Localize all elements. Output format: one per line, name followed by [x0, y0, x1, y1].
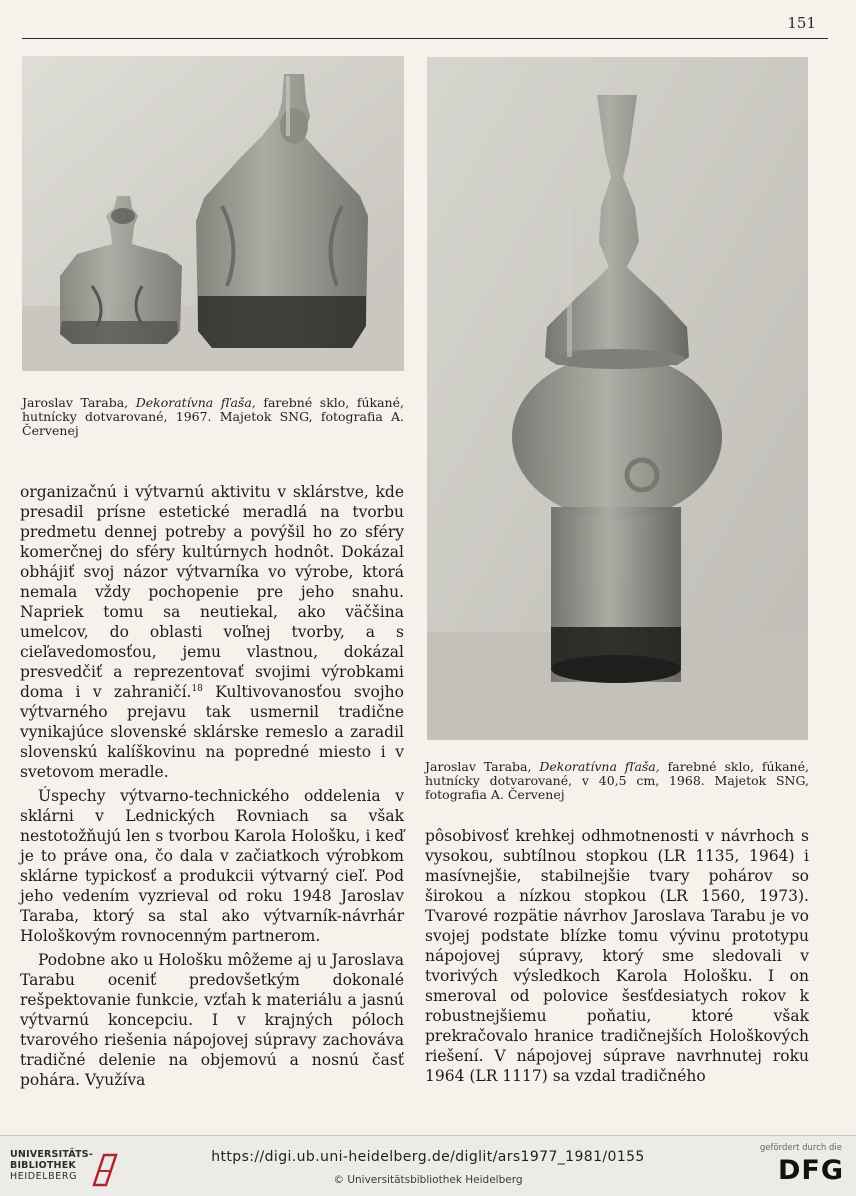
copyright-label: © Universitätsbibliothek Heidelberg: [333, 1174, 523, 1186]
footnote-ref[interactable]: 18: [191, 683, 203, 694]
copyright-text: [0, 1174, 856, 1186]
caption-title: Dekoratívna fľaša,: [539, 759, 660, 774]
paragraph: [20, 482, 404, 782]
photo-tall-bottle: [427, 57, 808, 740]
paragraph: pôsobivosť krehkej odhmotnenosti v návrhoch s vysokou, subtílnou stopkou (LR 1135, 1964) i masívnejšie, stabilnejšie tvary pohárov so širokou a nízkou stopkou (LR 1560, 1973). Tvarové rozpätie návrhov Jaroslava Tarabu je vo svojej podstate blízke tomu vývinu prototypu nápojovej súpravy, ktorý sme sledovali v tvorivých výsledkoch Karola Hološku. I on smeroval od polovice šesťdesiatych rokov k robustnejšiemu poňatiu, ktoré však prekračovalo hranice tradičnejších Hološkových riešení. V nápojovej súprave navrhnutej roku 1964 (LR 1117) sa vzdal tradičného: [425, 827, 809, 1085]
sponsor-label: gefördert durch die: [759, 1143, 842, 1153]
caption-details: farebné sklo, fúkané, hutnícky dotvarované, 1967. Majetok SNG, fotografia A. Červenej: [22, 395, 404, 438]
paragraph-text: organizačnú i výtvarnú aktivitu v sklárstve, kde presadil prísne estetické meradlá na tvorbu predmetu dennej potreby a povýšil ho zo sféry komerčnej do sféry kultúrnych hodnôt. Dokázal obhájiť svoj názor výtvarníka vo výrobe, ktorá nemala vždy pochopenie pre jeho snahu. Napriek tomu sa neutiekal, ako väčšina umelcov, do oblasti voľnej tvorby, a s cieľavedomosťou, jemu vlastnou, dokázal presvedčiť a reprezentovať svojimi výrobkami doma i v zahraničí.: [20, 483, 404, 701]
header-rule: [22, 38, 828, 39]
dfg-logo[interactable]: DFG: [777, 1155, 844, 1186]
photo-two-bottles: [22, 56, 404, 371]
page-number: 151: [787, 14, 816, 32]
paragraph: Podobne ako u Hološku môžeme aj u Jaroslava Tarabu oceniť predovšetkým dokonalé rešpektovanie funkcie, vzťah k materiálu a jasnú výtvarnú koncepciu. I v krajných póloch tvarového riešenia nápojovej súpravy zachováva tradičné delenie na objemovú a nosnú časť pohára. Využíva: [20, 951, 404, 1089]
library-line: BIBLIOTHEK: [10, 1160, 76, 1171]
figure-caption-1: [22, 396, 404, 438]
paragraph-text: Kultivovanosťou svojho výtvarného prejavu tak usmernil tradične vynikajúce slovenské sklárske remeslo a zaradil slovenskú kalíškovinu na popredné miesto i v svetovom meradle.: [20, 683, 404, 781]
library-line: UNIVERSITÄTS-: [10, 1149, 93, 1160]
digitization-footer: [0, 1135, 856, 1196]
caption-details: farebné sklo, fúkané, hutnícky dotvarované, v 40,5 cm, 1968. Majetok SNG, fotografia A. Červenej: [425, 759, 809, 802]
caption-author: Jaroslav Taraba,: [22, 395, 129, 410]
permalink-url[interactable]: https://digi.ub.uni-heidelberg.de/diglit/ars1977_1981/0155: [211, 1149, 645, 1165]
text-column-right: [425, 826, 809, 1086]
text-column-left: [20, 482, 404, 1090]
paragraph: Úspechy výtvarno-technického oddelenia v sklárni v Lednických Rovniach sa však nestotožňujú len s tvorbou Karola Hološku, i keď je to práve ona, čo dala v začiatkoch výrobkom sklárne typickosť a produkcii výtvarný cieľ. Pod jeho vedením vyzrieval od roku 1948 Jaroslav Taraba, ktorý sa stal ako výtvarník-návrhár Hološkovým rovnocenným partnerom.: [20, 787, 404, 945]
caption-author: Jaroslav Taraba,: [425, 759, 532, 774]
caption-title: Dekoratívna fľaša,: [135, 395, 256, 410]
library-line: HEIDELBERG: [10, 1171, 78, 1182]
figure-caption-2: [425, 760, 809, 802]
